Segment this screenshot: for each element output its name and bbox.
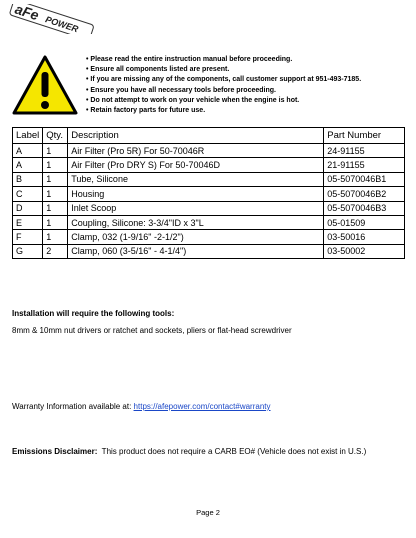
svg-text:POWER: POWER [44,14,80,34]
emissions-disclaimer [12,447,366,456]
cell-label: D [13,201,43,215]
cell-part-number: 05-5070046B3 [324,201,405,215]
warranty-link[interactable]: https://afepower.com/contact#warranty [133,402,271,411]
tools-heading: Installation will require the following tools: [12,309,175,318]
table-header-row [13,128,405,144]
table-row [13,144,405,158]
cell-part-number: 05-5070046B2 [324,187,405,201]
cell-description: Clamp, 032 (1-9/16" -2-1/2") [68,230,324,244]
cell-label: A [13,144,43,158]
cell-description: Air Filter (Pro 5R) For 50-70046R [68,144,324,158]
table-row [13,215,405,229]
cell-part-number: 03-50002 [324,244,405,258]
cell-description: Housing [68,187,324,201]
table-row [13,244,405,258]
header-description: Description [68,128,324,144]
warranty-info [12,402,271,411]
emissions-label: Emissions Disclaimer: [12,447,98,456]
cell-qty: 1 [43,158,68,172]
warning-list [86,55,361,116]
table-row [13,158,405,172]
cell-label: C [13,187,43,201]
svg-text:aFe: aFe [13,4,41,24]
cell-qty: 1 [43,230,68,244]
cell-qty: 1 [43,187,68,201]
cell-description: Coupling, Silicone: 3-3/4"ID x 3"L [68,215,324,229]
cell-part-number: 05-5070046B1 [324,172,405,186]
cell-description: Tube, Silicone [68,172,324,186]
cell-description: Inlet Scoop [68,201,324,215]
warning-item: • Ensure you have all necessary tools before proceeding. [86,86,276,94]
page-number: Page 2 [196,508,220,517]
cell-qty: 1 [43,172,68,186]
emissions-text: This product does not require a CARB EO# (Vehicle does not exist in U.S.) [97,447,367,456]
cell-label: A [13,158,43,172]
table-row [13,187,405,201]
cell-qty: 2 [43,244,68,258]
header-qty: Qty. [43,128,68,144]
afe-power-logo [6,4,98,34]
parts-table [12,127,405,259]
cell-part-number: 24-91155 [324,144,405,158]
cell-label: E [13,215,43,229]
cell-qty: 1 [43,201,68,215]
warning-item: • Please read the entire instruction manual before proceeding. [86,56,293,63]
warning-item: • If you are missing any of the components, call customer support at 951-493-7185. [86,76,362,84]
table-row [13,230,405,244]
table-row [13,201,405,215]
cell-description: Clamp, 060 (3-5/16" - 4-1/4") [68,244,324,258]
warning-item: • Retain factory parts for future use. [86,107,206,115]
cell-qty: 1 [43,144,68,158]
cell-qty: 1 [43,215,68,229]
cell-part-number: 05-01509 [324,215,405,229]
warning-icon [12,55,78,115]
cell-part-number: 21-91155 [324,158,405,172]
table-row [13,172,405,186]
cell-label: F [13,230,43,244]
cell-label: G [13,244,43,258]
warranty-label: Warranty Information available at: [12,402,134,411]
cell-label: B [13,172,43,186]
cell-description: Air Filter (Pro DRY S) For 50-70046D [68,158,324,172]
warning-item: • Do not attempt to work on your vehicle when the engine is hot. [86,96,300,104]
tools-text: 8mm & 10mm nut drivers or ratchet and sockets, pliers or flat-head screwdriver [12,326,292,335]
warning-item: • Ensure all components listed are present. [86,66,230,74]
header-part-number: Part Number [324,128,405,144]
header-label: Label [13,128,43,144]
cell-part-number: 03-50016 [324,230,405,244]
